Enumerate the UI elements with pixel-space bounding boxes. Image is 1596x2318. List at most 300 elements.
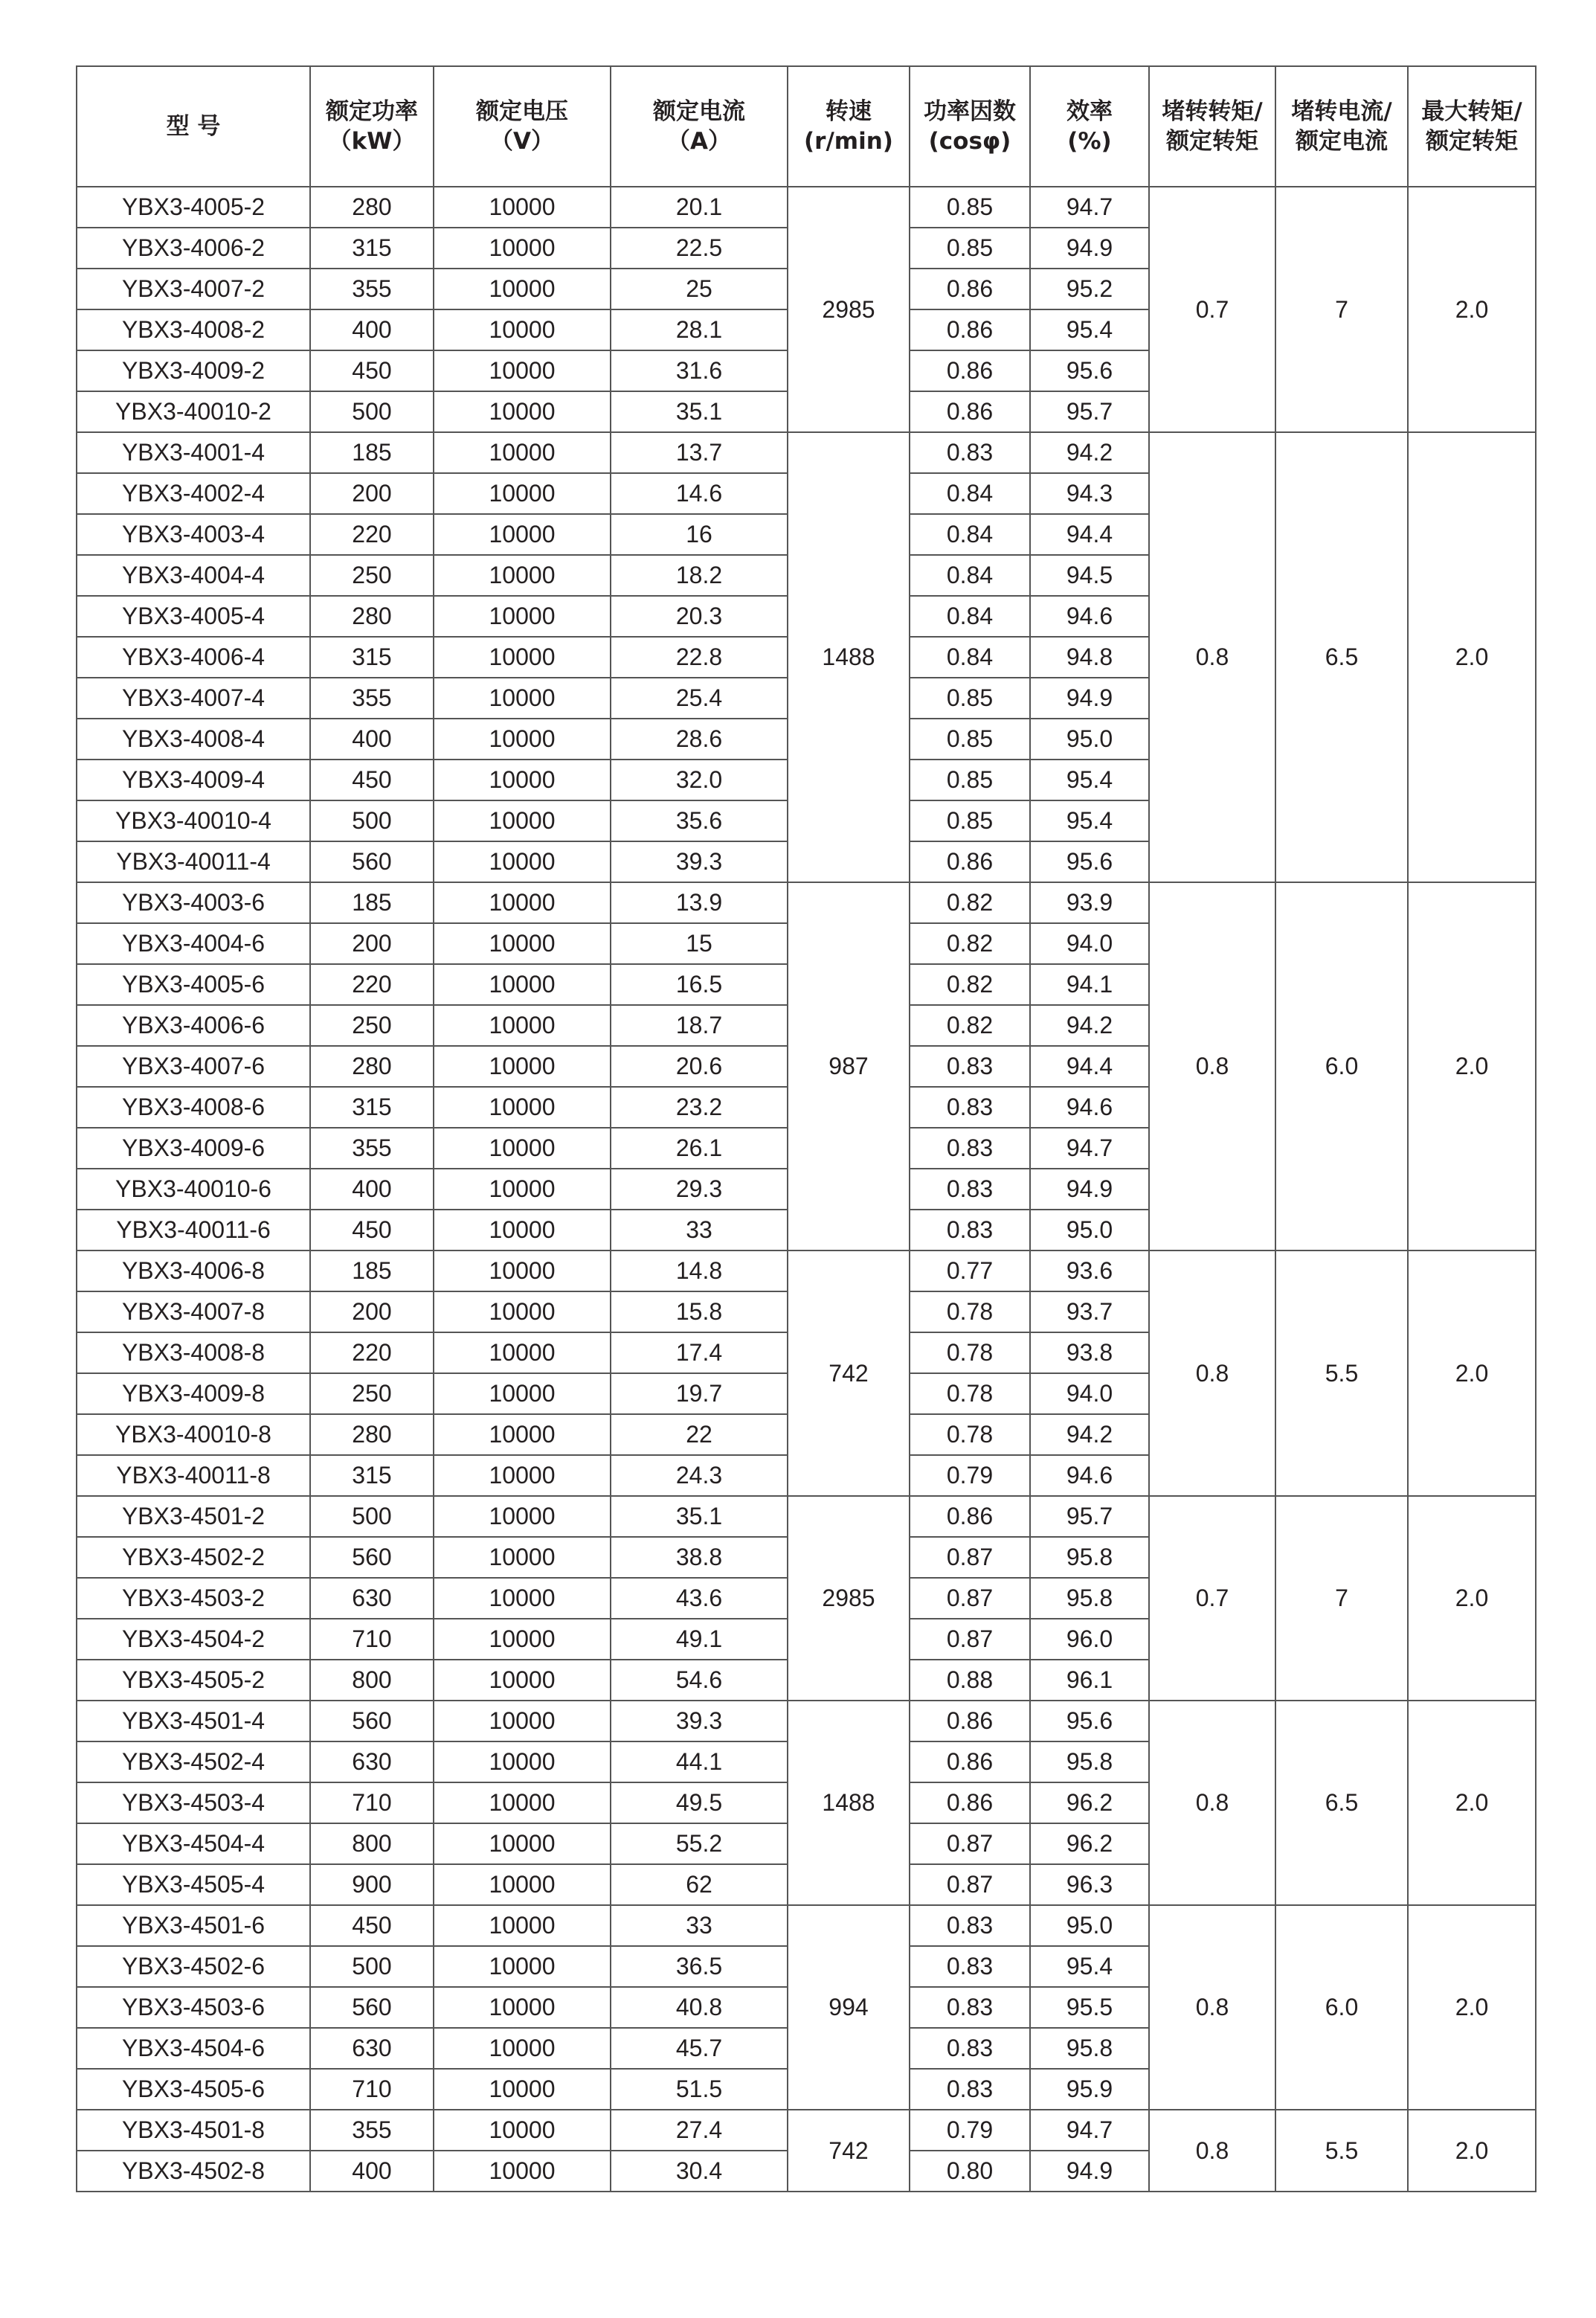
cell-rated-power: 450 <box>310 1905 434 1946</box>
cell-rated-current: 18.2 <box>611 555 788 596</box>
cell-rated-power: 560 <box>310 1701 434 1741</box>
cell-rated-voltage: 10000 <box>434 1701 611 1741</box>
cell-power-factor: 0.86 <box>910 1496 1030 1537</box>
cell-rated-power: 280 <box>310 596 434 637</box>
cell-locked-rotor-torque-ratio: 0.7 <box>1149 187 1275 432</box>
cell-rated-current: 14.8 <box>611 1250 788 1291</box>
cell-model: YBX3-4006-2 <box>77 228 310 269</box>
cell-efficiency: 95.4 <box>1030 309 1149 350</box>
header-power-factor: 功率因数 (cosφ) <box>910 66 1030 187</box>
cell-rated-current: 27.4 <box>611 2110 788 2151</box>
cell-rated-power: 560 <box>310 1987 434 2028</box>
cell-power-factor: 0.87 <box>910 1537 1030 1578</box>
cell-power-factor: 0.83 <box>910 432 1030 473</box>
cell-power-factor: 0.77 <box>910 1250 1030 1291</box>
table-row <box>77 187 1536 228</box>
cell-rated-voltage: 10000 <box>434 1864 611 1905</box>
cell-rated-power: 560 <box>310 841 434 882</box>
cell-rated-current: 19.7 <box>611 1373 788 1414</box>
cell-efficiency: 95.8 <box>1030 1741 1149 1782</box>
cell-rated-current: 13.9 <box>611 882 788 923</box>
header-model: 型 号 <box>77 66 310 187</box>
cell-rated-voltage: 10000 <box>434 964 611 1005</box>
cell-power-factor: 0.79 <box>910 1455 1030 1496</box>
cell-rated-voltage: 10000 <box>434 2151 611 2192</box>
cell-efficiency: 95.7 <box>1030 391 1149 432</box>
cell-rated-current: 26.1 <box>611 1128 788 1169</box>
cell-rated-current: 51.5 <box>611 2069 788 2110</box>
table-row <box>77 1701 1536 1741</box>
cell-power-factor: 0.83 <box>910 1946 1030 1987</box>
cell-rated-power: 400 <box>310 309 434 350</box>
cell-speed: 994 <box>788 1905 910 2110</box>
cell-rated-current: 35.1 <box>611 1496 788 1537</box>
cell-rated-power: 500 <box>310 800 434 841</box>
cell-rated-power: 800 <box>310 1823 434 1864</box>
cell-rated-voltage: 10000 <box>434 555 611 596</box>
cell-rated-voltage: 10000 <box>434 514 611 555</box>
cell-locked-rotor-torque-ratio: 0.8 <box>1149 1905 1275 2110</box>
cell-rated-voltage: 10000 <box>434 1373 611 1414</box>
cell-rated-voltage: 10000 <box>434 1660 611 1701</box>
cell-rated-current: 45.7 <box>611 2028 788 2069</box>
cell-rated-power: 185 <box>310 1250 434 1291</box>
cell-efficiency: 95.6 <box>1030 841 1149 882</box>
cell-rated-voltage: 10000 <box>434 1578 611 1619</box>
cell-efficiency: 94.9 <box>1030 1169 1149 1210</box>
cell-power-factor: 0.84 <box>910 637 1030 678</box>
cell-power-factor: 0.83 <box>910 1087 1030 1128</box>
cell-rated-voltage: 10000 <box>434 1169 611 1210</box>
cell-rated-current: 54.6 <box>611 1660 788 1701</box>
cell-power-factor: 0.86 <box>910 309 1030 350</box>
cell-rated-current: 24.3 <box>611 1455 788 1496</box>
cell-rated-current: 55.2 <box>611 1823 788 1864</box>
cell-rated-current: 22.5 <box>611 228 788 269</box>
cell-locked-rotor-torque-ratio: 0.8 <box>1149 1701 1275 1905</box>
cell-rated-voltage: 10000 <box>434 882 611 923</box>
cell-model: YBX3-4504-2 <box>77 1619 310 1660</box>
cell-efficiency: 94.1 <box>1030 964 1149 1005</box>
cell-power-factor: 0.86 <box>910 269 1030 309</box>
cell-rated-current: 38.8 <box>611 1537 788 1578</box>
cell-model: YBX3-40011-4 <box>77 841 310 882</box>
cell-efficiency: 94.0 <box>1030 1373 1149 1414</box>
cell-efficiency: 96.3 <box>1030 1864 1149 1905</box>
cell-rated-current: 25.4 <box>611 678 788 719</box>
cell-rated-power: 315 <box>310 1455 434 1496</box>
cell-rated-voltage: 10000 <box>434 1210 611 1250</box>
cell-rated-voltage: 10000 <box>434 1496 611 1537</box>
cell-power-factor: 0.84 <box>910 596 1030 637</box>
cell-rated-voltage: 10000 <box>434 1905 611 1946</box>
cell-power-factor: 0.82 <box>910 882 1030 923</box>
cell-speed: 742 <box>788 2110 910 2192</box>
cell-rated-power: 355 <box>310 678 434 719</box>
cell-rated-current: 35.6 <box>611 800 788 841</box>
cell-efficiency: 95.5 <box>1030 1987 1149 2028</box>
cell-power-factor: 0.83 <box>910 1210 1030 1250</box>
cell-power-factor: 0.84 <box>910 514 1030 555</box>
header-locked-rotor-torque-ratio: 堵转转矩/ 额定转矩 <box>1149 66 1275 187</box>
cell-power-factor: 0.80 <box>910 2151 1030 2192</box>
cell-locked-rotor-torque-ratio: 0.8 <box>1149 2110 1275 2192</box>
cell-power-factor: 0.84 <box>910 555 1030 596</box>
cell-rated-current: 13.7 <box>611 432 788 473</box>
cell-efficiency: 94.8 <box>1030 637 1149 678</box>
cell-model: YBX3-4501-6 <box>77 1905 310 1946</box>
cell-power-factor: 0.83 <box>910 2069 1030 2110</box>
cell-efficiency: 93.7 <box>1030 1291 1149 1332</box>
header-max-torque-ratio: 最大转矩/ 额定转矩 <box>1408 66 1536 187</box>
cell-rated-power: 400 <box>310 2151 434 2192</box>
cell-rated-power: 500 <box>310 1946 434 1987</box>
cell-rated-voltage: 10000 <box>434 432 611 473</box>
cell-model: YBX3-4502-8 <box>77 2151 310 2192</box>
cell-model: YBX3-4004-6 <box>77 923 310 964</box>
cell-rated-power: 315 <box>310 637 434 678</box>
cell-rated-power: 200 <box>310 473 434 514</box>
cell-rated-current: 49.5 <box>611 1782 788 1823</box>
cell-model: YBX3-4505-6 <box>77 2069 310 2110</box>
cell-rated-current: 16.5 <box>611 964 788 1005</box>
cell-locked-rotor-torque-ratio: 0.8 <box>1149 1250 1275 1496</box>
cell-rated-current: 49.1 <box>611 1619 788 1660</box>
cell-rated-power: 220 <box>310 964 434 1005</box>
cell-rated-voltage: 10000 <box>434 1005 611 1046</box>
cell-max-torque-ratio: 2.0 <box>1408 2110 1536 2192</box>
cell-model: YBX3-4005-4 <box>77 596 310 637</box>
cell-efficiency: 94.9 <box>1030 228 1149 269</box>
cell-efficiency: 94.7 <box>1030 187 1149 228</box>
cell-locked-rotor-current-ratio: 6.0 <box>1275 1905 1408 2110</box>
cell-speed: 742 <box>788 1250 910 1496</box>
cell-rated-power: 560 <box>310 1537 434 1578</box>
header-rated-current: 额定电流 （A） <box>611 66 788 187</box>
table-row <box>77 1905 1536 1946</box>
cell-model: YBX3-4008-8 <box>77 1332 310 1373</box>
cell-rated-current: 30.4 <box>611 2151 788 2192</box>
cell-rated-current: 17.4 <box>611 1332 788 1373</box>
cell-rated-voltage: 10000 <box>434 1414 611 1455</box>
cell-rated-power: 710 <box>310 1782 434 1823</box>
table-row <box>77 432 1536 473</box>
cell-rated-voltage: 10000 <box>434 841 611 882</box>
cell-efficiency: 94.9 <box>1030 678 1149 719</box>
cell-power-factor: 0.86 <box>910 1701 1030 1741</box>
cell-power-factor: 0.87 <box>910 1823 1030 1864</box>
cell-model: YBX3-4009-4 <box>77 760 310 800</box>
cell-rated-voltage: 10000 <box>434 1987 611 2028</box>
cell-efficiency: 94.3 <box>1030 473 1149 514</box>
cell-power-factor: 0.86 <box>910 391 1030 432</box>
cell-power-factor: 0.85 <box>910 228 1030 269</box>
cell-rated-current: 20.3 <box>611 596 788 637</box>
cell-rated-current: 39.3 <box>611 841 788 882</box>
cell-rated-current: 35.1 <box>611 391 788 432</box>
header-efficiency: 效率 (%) <box>1030 66 1149 187</box>
cell-rated-current: 33 <box>611 1210 788 1250</box>
cell-locked-rotor-torque-ratio: 0.7 <box>1149 1496 1275 1701</box>
cell-model: YBX3-4008-6 <box>77 1087 310 1128</box>
cell-rated-current: 18.7 <box>611 1005 788 1046</box>
cell-power-factor: 0.78 <box>910 1291 1030 1332</box>
cell-rated-power: 315 <box>310 1087 434 1128</box>
cell-model: YBX3-40011-6 <box>77 1210 310 1250</box>
table-row <box>77 1250 1536 1291</box>
cell-efficiency: 95.0 <box>1030 1210 1149 1250</box>
cell-model: YBX3-4003-6 <box>77 882 310 923</box>
cell-model: YBX3-4501-8 <box>77 2110 310 2151</box>
cell-rated-current: 40.8 <box>611 1987 788 2028</box>
cell-model: YBX3-4502-6 <box>77 1946 310 1987</box>
cell-efficiency: 95.8 <box>1030 1537 1149 1578</box>
cell-model: YBX3-40010-6 <box>77 1169 310 1210</box>
cell-model: YBX3-4008-4 <box>77 719 310 760</box>
cell-efficiency: 94.5 <box>1030 555 1149 596</box>
cell-rated-power: 185 <box>310 432 434 473</box>
header-rated-power: 额定功率 （kW） <box>310 66 434 187</box>
cell-model: YBX3-4007-4 <box>77 678 310 719</box>
cell-locked-rotor-current-ratio: 6.5 <box>1275 432 1408 882</box>
cell-rated-voltage: 10000 <box>434 391 611 432</box>
cell-rated-voltage: 10000 <box>434 1250 611 1291</box>
header-rated-voltage: 额定电压 （V） <box>434 66 611 187</box>
cell-efficiency: 95.2 <box>1030 269 1149 309</box>
cell-efficiency: 94.2 <box>1030 1414 1149 1455</box>
cell-rated-power: 280 <box>310 1046 434 1087</box>
cell-model: YBX3-4502-2 <box>77 1537 310 1578</box>
cell-power-factor: 0.79 <box>910 2110 1030 2151</box>
table-row <box>77 882 1536 923</box>
cell-rated-power: 710 <box>310 1619 434 1660</box>
cell-efficiency: 96.2 <box>1030 1823 1149 1864</box>
header-speed: 转速 (r/min) <box>788 66 910 187</box>
cell-model: YBX3-4006-8 <box>77 1250 310 1291</box>
cell-rated-power: 900 <box>310 1864 434 1905</box>
cell-rated-current: 36.5 <box>611 1946 788 1987</box>
cell-rated-power: 355 <box>310 269 434 309</box>
cell-rated-current: 43.6 <box>611 1578 788 1619</box>
cell-rated-current: 15.8 <box>611 1291 788 1332</box>
cell-model: YBX3-4005-6 <box>77 964 310 1005</box>
cell-max-torque-ratio: 2.0 <box>1408 187 1536 432</box>
cell-rated-voltage: 10000 <box>434 269 611 309</box>
cell-power-factor: 0.85 <box>910 187 1030 228</box>
cell-power-factor: 0.78 <box>910 1332 1030 1373</box>
cell-power-factor: 0.83 <box>910 1987 1030 2028</box>
cell-model: YBX3-4503-2 <box>77 1578 310 1619</box>
cell-rated-voltage: 10000 <box>434 596 611 637</box>
cell-model: YBX3-4001-4 <box>77 432 310 473</box>
cell-model: YBX3-4004-4 <box>77 555 310 596</box>
cell-rated-voltage: 10000 <box>434 1087 611 1128</box>
cell-efficiency: 95.6 <box>1030 350 1149 391</box>
cell-locked-rotor-current-ratio: 5.5 <box>1275 1250 1408 1496</box>
cell-power-factor: 0.85 <box>910 719 1030 760</box>
cell-rated-voltage: 10000 <box>434 228 611 269</box>
cell-max-torque-ratio: 2.0 <box>1408 882 1536 1250</box>
cell-rated-power: 800 <box>310 1660 434 1701</box>
cell-locked-rotor-torque-ratio: 0.8 <box>1149 882 1275 1250</box>
cell-power-factor: 0.83 <box>910 1046 1030 1087</box>
cell-power-factor: 0.88 <box>910 1660 1030 1701</box>
cell-power-factor: 0.87 <box>910 1578 1030 1619</box>
cell-rated-current: 32.0 <box>611 760 788 800</box>
cell-efficiency: 95.7 <box>1030 1496 1149 1537</box>
cell-model: YBX3-4003-4 <box>77 514 310 555</box>
cell-rated-power: 220 <box>310 514 434 555</box>
cell-power-factor: 0.85 <box>910 800 1030 841</box>
cell-efficiency: 95.4 <box>1030 800 1149 841</box>
cell-rated-current: 39.3 <box>611 1701 788 1741</box>
cell-rated-power: 220 <box>310 1332 434 1373</box>
cell-model: YBX3-4009-8 <box>77 1373 310 1414</box>
cell-speed: 1488 <box>788 432 910 882</box>
cell-model: YBX3-4503-6 <box>77 1987 310 2028</box>
cell-max-torque-ratio: 2.0 <box>1408 432 1536 882</box>
cell-rated-voltage: 10000 <box>434 1046 611 1087</box>
cell-model: YBX3-4006-6 <box>77 1005 310 1046</box>
cell-efficiency: 94.2 <box>1030 1005 1149 1046</box>
cell-rated-power: 630 <box>310 2028 434 2069</box>
cell-model: YBX3-4006-4 <box>77 637 310 678</box>
cell-max-torque-ratio: 2.0 <box>1408 1250 1536 1496</box>
cell-model: YBX3-4504-6 <box>77 2028 310 2069</box>
cell-efficiency: 95.0 <box>1030 719 1149 760</box>
cell-rated-current: 22 <box>611 1414 788 1455</box>
cell-model: YBX3-4007-2 <box>77 269 310 309</box>
cell-model: YBX3-4501-4 <box>77 1701 310 1741</box>
cell-rated-voltage: 10000 <box>434 473 611 514</box>
cell-rated-current: 20.6 <box>611 1046 788 1087</box>
cell-rated-voltage: 10000 <box>434 2110 611 2151</box>
cell-power-factor: 0.86 <box>910 1782 1030 1823</box>
cell-rated-power: 250 <box>310 1005 434 1046</box>
cell-efficiency: 95.8 <box>1030 2028 1149 2069</box>
cell-rated-power: 185 <box>310 882 434 923</box>
cell-rated-voltage: 10000 <box>434 760 611 800</box>
cell-power-factor: 0.78 <box>910 1414 1030 1455</box>
cell-rated-voltage: 10000 <box>434 309 611 350</box>
cell-locked-rotor-torque-ratio: 0.8 <box>1149 432 1275 882</box>
cell-rated-power: 400 <box>310 1169 434 1210</box>
cell-power-factor: 0.84 <box>910 473 1030 514</box>
cell-power-factor: 0.86 <box>910 841 1030 882</box>
cell-rated-voltage: 10000 <box>434 1823 611 1864</box>
cell-efficiency: 96.2 <box>1030 1782 1149 1823</box>
cell-max-torque-ratio: 2.0 <box>1408 1701 1536 1905</box>
cell-power-factor: 0.82 <box>910 964 1030 1005</box>
cell-rated-power: 200 <box>310 923 434 964</box>
cell-rated-voltage: 10000 <box>434 1782 611 1823</box>
cell-speed: 2985 <box>788 187 910 432</box>
cell-speed: 987 <box>788 882 910 1250</box>
cell-efficiency: 94.6 <box>1030 1455 1149 1496</box>
cell-rated-current: 22.8 <box>611 637 788 678</box>
header-row <box>77 66 1536 187</box>
cell-rated-power: 450 <box>310 350 434 391</box>
cell-model: YBX3-4503-4 <box>77 1782 310 1823</box>
cell-efficiency: 94.9 <box>1030 2151 1149 2192</box>
cell-rated-voltage: 10000 <box>434 1741 611 1782</box>
cell-model: YBX3-4505-2 <box>77 1660 310 1701</box>
cell-efficiency: 94.7 <box>1030 1128 1149 1169</box>
cell-power-factor: 0.87 <box>910 1619 1030 1660</box>
cell-rated-current: 25 <box>611 269 788 309</box>
cell-efficiency: 95.0 <box>1030 1905 1149 1946</box>
cell-speed: 2985 <box>788 1496 910 1701</box>
cell-efficiency: 93.8 <box>1030 1332 1149 1373</box>
cell-rated-power: 200 <box>310 1291 434 1332</box>
cell-model: YBX3-40011-8 <box>77 1455 310 1496</box>
cell-model: YBX3-4505-4 <box>77 1864 310 1905</box>
cell-efficiency: 93.9 <box>1030 882 1149 923</box>
cell-model: YBX3-4005-2 <box>77 187 310 228</box>
cell-rated-voltage: 10000 <box>434 1455 611 1496</box>
cell-rated-power: 450 <box>310 760 434 800</box>
cell-model: YBX3-40010-8 <box>77 1414 310 1455</box>
cell-model: YBX3-4504-4 <box>77 1823 310 1864</box>
cell-efficiency: 96.1 <box>1030 1660 1149 1701</box>
cell-model: YBX3-4007-8 <box>77 1291 310 1332</box>
cell-rated-power: 250 <box>310 1373 434 1414</box>
cell-rated-current: 29.3 <box>611 1169 788 1210</box>
cell-rated-current: 44.1 <box>611 1741 788 1782</box>
cell-efficiency: 95.6 <box>1030 1701 1149 1741</box>
cell-model: YBX3-4009-2 <box>77 350 310 391</box>
cell-efficiency: 95.9 <box>1030 2069 1149 2110</box>
cell-rated-power: 630 <box>310 1578 434 1619</box>
cell-rated-power: 630 <box>310 1741 434 1782</box>
cell-rated-power: 500 <box>310 391 434 432</box>
cell-rated-current: 14.6 <box>611 473 788 514</box>
table-row <box>77 1496 1536 1537</box>
cell-locked-rotor-current-ratio: 5.5 <box>1275 2110 1408 2192</box>
cell-rated-current: 23.2 <box>611 1087 788 1128</box>
cell-rated-current: 62 <box>611 1864 788 1905</box>
cell-power-factor: 0.86 <box>910 350 1030 391</box>
cell-rated-power: 500 <box>310 1496 434 1537</box>
header-locked-rotor-current-ratio: 堵转电流/ 额定电流 <box>1275 66 1408 187</box>
cell-rated-current: 15 <box>611 923 788 964</box>
cell-rated-current: 16 <box>611 514 788 555</box>
cell-efficiency: 95.4 <box>1030 1946 1149 1987</box>
motor-spec-table <box>76 65 1537 2192</box>
cell-max-torque-ratio: 2.0 <box>1408 1496 1536 1701</box>
cell-efficiency: 95.4 <box>1030 760 1149 800</box>
cell-model: YBX3-4002-4 <box>77 473 310 514</box>
cell-rated-power: 280 <box>310 1414 434 1455</box>
cell-locked-rotor-current-ratio: 7 <box>1275 187 1408 432</box>
cell-power-factor: 0.78 <box>910 1373 1030 1414</box>
cell-rated-voltage: 10000 <box>434 923 611 964</box>
cell-power-factor: 0.85 <box>910 678 1030 719</box>
cell-power-factor: 0.82 <box>910 1005 1030 1046</box>
cell-rated-power: 280 <box>310 187 434 228</box>
cell-rated-voltage: 10000 <box>434 1537 611 1578</box>
cell-rated-voltage: 10000 <box>434 1332 611 1373</box>
cell-rated-voltage: 10000 <box>434 350 611 391</box>
cell-model: YBX3-40010-2 <box>77 391 310 432</box>
cell-power-factor: 0.85 <box>910 760 1030 800</box>
cell-power-factor: 0.83 <box>910 2028 1030 2069</box>
cell-rated-voltage: 10000 <box>434 1619 611 1660</box>
cell-rated-power: 450 <box>310 1210 434 1250</box>
cell-rated-voltage: 10000 <box>434 187 611 228</box>
cell-rated-voltage: 10000 <box>434 1128 611 1169</box>
cell-rated-voltage: 10000 <box>434 1946 611 1987</box>
